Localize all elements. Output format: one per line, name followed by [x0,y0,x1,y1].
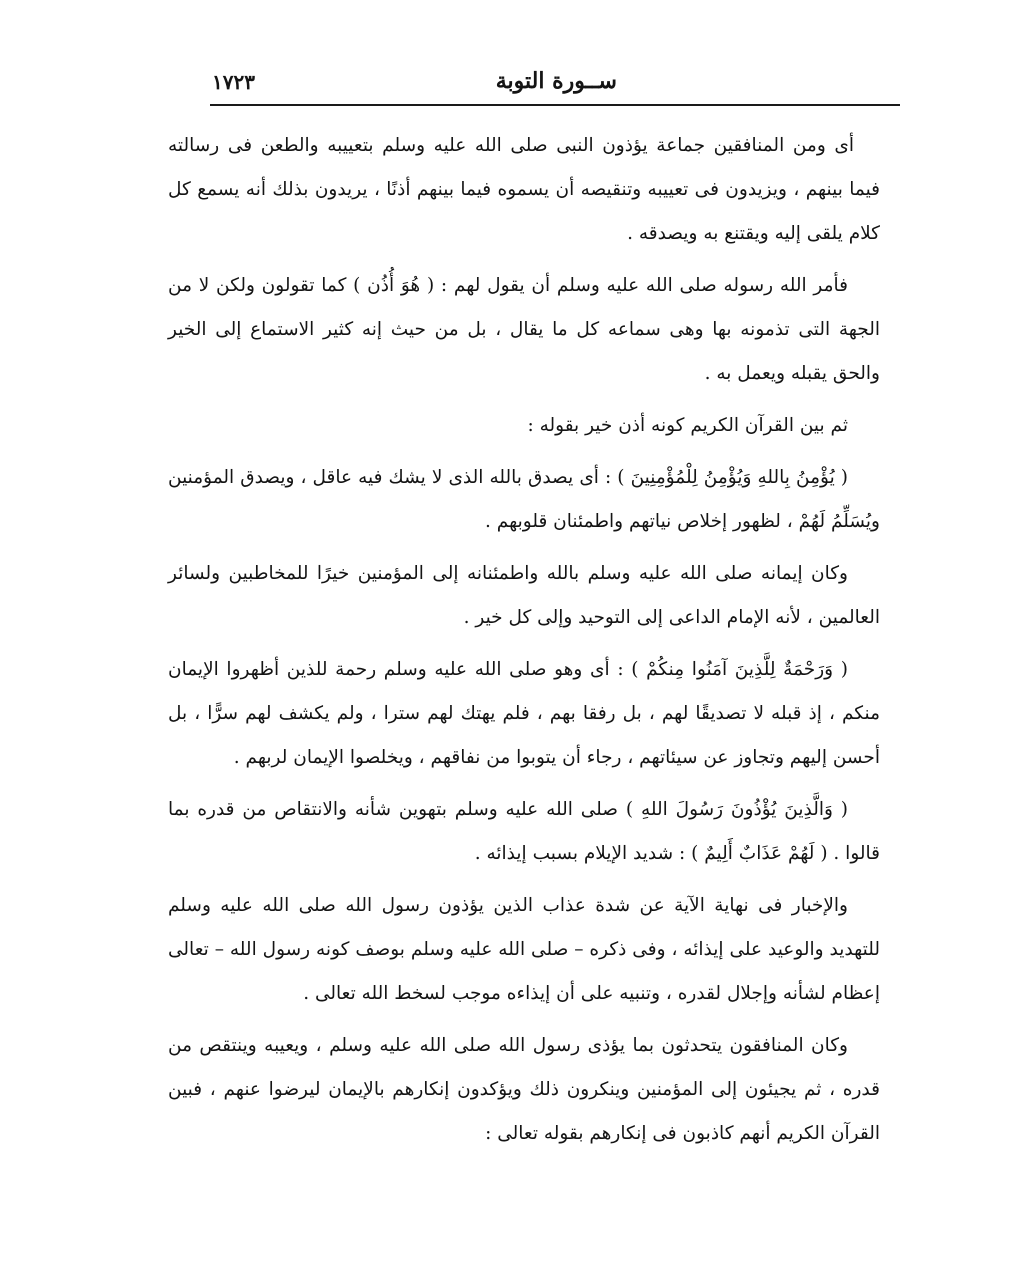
page-number: ١٧٢٣ [212,70,255,94]
paragraph-8: والإخبار فى نهاية الآية عن شدة عذاب الذين يؤذون رسول الله صلى الله عليه وسلم للتهديد والوعيد على إيذائه ، وفى ذكره – صلى الله عليه وسلم بوصف كونه رسول الله – تعالى إعظام لشأنه وإجلال لقدره ، وتنبيه على أن إيذاءه موجب لسخط الله تعالى . [168,895,880,1004]
paragraph-5: وكان إيمانه صلى الله عليه وسلم بالله واطمئنانه إلى المؤمنين خيرًا للمخاطبين ولسائر العالمين ، لأنه الإمام الداعى إلى التوحيد وإلى كل خير . [168,563,880,628]
paragraph-9: وكان المنافقون يتحدثون بما يؤذى رسول الله صلى الله عليه وسلم ، ويعيبه وينتقص من قدره ، ثم يجيئون إلى المؤمنين وينكرون ذلك ويؤكدون إنكارهم بالإيمان ليرضوا عنهم ، فبين القرآن الكريم أنهم كاذبون فى إنكارهم بقوله تعالى : [168,1035,880,1144]
surah-title: ســورة التوبة [495,68,617,94]
paragraph-6: ( وَرَحْمَةٌ لِلَّذِينَ آمَنُوا مِنكُمْ ) : أى وهو صلى الله عليه وسلم رحمة للذين أظهروا الإيمان منكم ، إذ قبله لا تصديقًا لهم ، بل رفقا بهم ، فلم يهتك لهم سترا ، ولم يكشف لهم سرًّا ، بل أحسن إليهم وتجاوز عن سيئاتهم ، رجاء أن يتوبوا من نفاقهم ، ويخلصوا الإيمان لربهم . [168,659,880,768]
paragraph-4: ( يُؤْمِنُ بِاللهِ وَيُؤْمِنُ لِلْمُؤْمِنِينَ ) : أى يصدق بالله الذى لا يشك فيه عاقل ، ويصدق المؤمنين ويُسَلِّمُ لَهُمْ ، لظهور إخلاص نياتهم واطمئنان قلوبهم . [168,467,880,532]
paragraph-2: فأمر الله رسوله صلى الله عليه وسلم أن يقول لهم : ( هُوَ أُذُن ) كما تقولون ولكن لا من الجهة التى تذمونه بها وهى سماعه كل ما يقال ، بل من حيث إنه كثير الاستماع إلى الخير والحق يقبله ويعمل به . [168,275,880,384]
page-header [212,62,900,102]
header-rule [210,104,900,106]
paragraph-7: ( وَالَّذِينَ يُؤْذُونَ رَسُولَ اللهِ ) صلى الله عليه وسلم بتهوين شأنه والانتقاص من قدره بما قالوا . ( لَهُمْ عَذَابٌ أَلِيمٌ ) : شديد الإيلام بسبب إيذائه . [168,799,880,864]
paragraph-3: ثم بين القرآن الكريم كونه أذن خير بقوله : [527,415,848,436]
page-body [168,124,880,1164]
paragraph-1: أى ومن المنافقين جماعة يؤذون النبى صلى الله عليه وسلم بتعييبه والطعن فى رسالته فيما بينهم ، ويزيدون فى تعييبه وتنقيصه أن يسموه فيما بينهم أذنًا ، يريدون بذلك أنه يسمع كل كلام يلقى إليه ويقتنع به ويصدقه . [168,135,880,244]
